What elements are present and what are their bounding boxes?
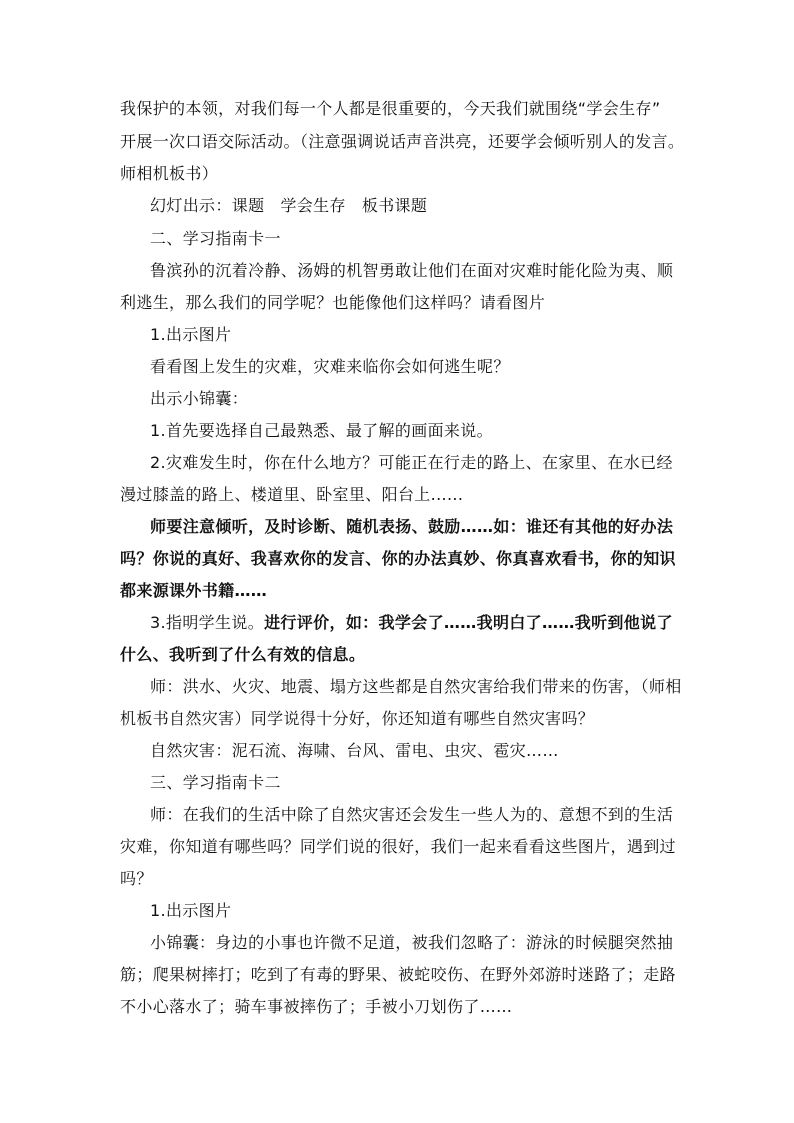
paragraph-line: 利逃生，那么我们的同学呢？也能像他们这样吗？请看图片 [120,293,546,312]
paragraph-line: 小锦囊：身边的小事也许微不足道，被我们忽略了：游泳的时候腿突然抽 [150,933,674,952]
list-item: 1.出示图片 [150,901,232,920]
paragraph-line: 开展一次口语交际活动。（注意强调说话声音洪亮，还要学会倾听别人的发言。 [120,132,685,151]
bold-paragraph-line: 吗？你说的真好、我喜欢你的发言、你的办法真妙、你真喜欢看书，你的知识 [120,549,676,568]
paragraph-line: 灾难，你知道有哪些吗？同学们说的很好，我们一起来看看这些图片，遇到过 [120,837,676,856]
paragraph-line: 吗？ [120,869,153,888]
slide-title-line [150,195,427,217]
section-heading-2: 三、学习指南卡二 [150,773,281,792]
list-item: 2.灾难发生时，你在什么地方？可能正在行走的路上、在家里、在水已经 [150,453,673,472]
section-heading-1: 二、学习指南卡一 [150,229,281,248]
bold-text: 进行评价，如：我学会了……我明白了……我听到他说了 [264,613,673,632]
paragraph-line: 筋；爬果树摔打；吃到了有毒的野果、被蛇咬伤、在野外郊游时迷路了；走路 [120,965,676,984]
paragraph-line: 看看图上发生的灾难，灾难来临你会如何逃生呢？ [150,357,510,376]
bold-paragraph-line: 都来源课外书籍…… [120,581,268,600]
topic-text: 学会生存 [280,196,346,215]
bold-paragraph-line: 师要注意倾听，及时诊断、随机表扬、鼓励……如：谁还有其他的好办法 [150,517,674,536]
list-item [150,612,673,634]
list-item: 1.首先要选择自己最熟悉、最了解的画面来说。 [150,421,493,440]
list-item-text: 3.指明学生说。 [150,613,265,632]
paragraph-line: 出示小锦囊： [150,389,249,408]
slide-label: 幻灯出示：课题 [150,196,265,215]
paragraph-line: 我保护的本领，对我们每一个人都是很重要的，今天我们就围绕“学会生存” [120,99,661,118]
list-item: 1.出示图片 [150,325,232,344]
paragraph-line: 师：洪水、火灾、地震、塌方这些都是自然灾害给我们带来的伤害，（师相 [150,677,682,696]
bold-paragraph-line: 什么、我听到了什么有效的信息。 [120,645,366,664]
paragraph-line: 师相机板书） [120,164,219,183]
paragraph-line: 不小心落水了；骑车事被摔伤了；手被小刀划伤了…… [120,997,513,1016]
paragraph-line: 鲁滨孙的沉着冷静、汤姆的机智勇敢让他们在面对灾难时能化险为夷、顺 [150,261,674,280]
board-title-text: 板书课题 [361,196,428,215]
paragraph-line: 自然灾害：泥石流、海啸、台风、雷电、虫灾、雹灾…… [150,741,559,760]
paragraph-line: 机板书自然灾害）同学说得十分好，你还知道有哪些自然灾害吗？ [120,709,595,728]
paragraph-line: 师：在我们的生活中除了自然灾害还会发生一些人为的、意想不到的生活 [150,805,674,824]
paragraph-line: 漫过膝盖的路上、楼道里、卧室里、阳台上...... [120,485,464,504]
